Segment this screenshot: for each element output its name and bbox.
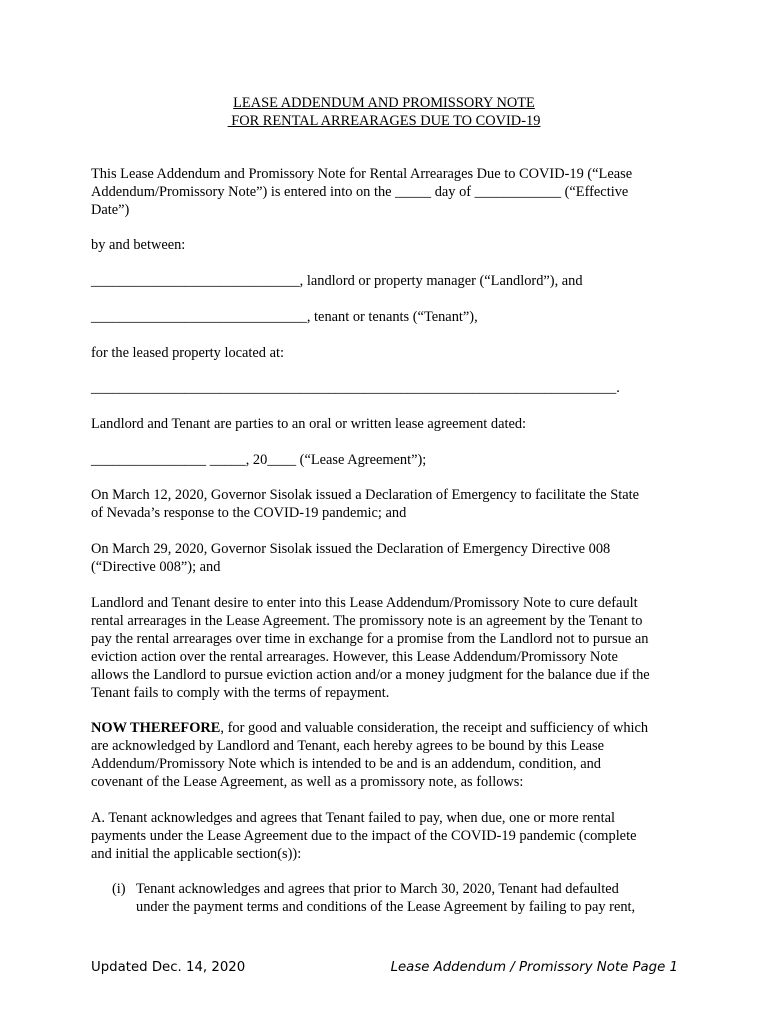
desire-paragraph-line-1: Landlord and Tenant desire to enter into this Lease Addendum/Promissory Note to cure default — [91, 595, 638, 611]
footer-updated-date: Updated Dec. 14, 2020 — [91, 960, 246, 975]
item-i-line-2: under the payment terms and conditions of the Lease Agreement by failing to pay rent, — [136, 899, 636, 915]
march29-line-1: On March 29, 2020, Governor Sisolak issued the Declaration of Emergency Directive 008 — [91, 541, 611, 557]
property-address-blank: _________________________________________________________________________. — [91, 380, 620, 396]
desire-paragraph-line-3: pay the rental arrearages over time in exchange for a promise from the Landlord not to pursue an — [91, 631, 649, 647]
lease-agreement-date-blank: ________________ _____, 20____ (“Lease Agreement”); — [91, 452, 427, 468]
document-title-line-2: FOR RENTAL ARREARAGES DUE TO COVID-19 — [227, 113, 541, 129]
lease-agreement-parties: Landlord and Tenant are parties to an oral or written lease agreement dated: — [91, 416, 527, 432]
footer-page-label: Lease Addendum / Promissory Note Page 1 — [390, 960, 678, 975]
landlord-line: _____________________________, landlord or property manager (“Landlord”), and — [91, 273, 583, 289]
section-a-line-3: and initial the applicable section(s)): — [91, 846, 302, 862]
desire-paragraph-line-4: eviction action over the rental arrearages. However, this Lease Addendum/Promissory Note — [91, 649, 618, 665]
by-and-between: by and between: — [91, 237, 186, 253]
march29-line-2: (“Directive 008”); and — [91, 559, 221, 575]
section-a-line-1: A. Tenant acknowledges and agrees that Tenant failed to pay, when due, one or more rental — [91, 810, 615, 826]
document-title-line-1: LEASE ADDENDUM AND PROMISSORY NOTE — [233, 95, 535, 111]
leased-property-label: for the leased property located at: — [91, 345, 284, 361]
now-therefore-line-4: covenant of the Lease Agreement, as well as a promissory note, as follows: — [91, 774, 524, 790]
now-therefore-line-1 — [91, 719, 648, 737]
intro-line-3: Date”) — [91, 202, 130, 218]
march12-line-1: On March 12, 2020, Governor Sisolak issued a Declaration of Emergency to facilitate the State — [91, 487, 640, 503]
desire-paragraph-line-6: Tenant fails to comply with the terms of repayment. — [91, 685, 390, 701]
tenant-line: ______________________________, tenant or tenants (“Tenant”), — [91, 309, 478, 325]
now-therefore-line-2: are acknowledged by Landlord and Tenant, each hereby agrees to be bound by this Lease — [91, 738, 604, 754]
desire-paragraph-line-2: rental arrearages in the Lease Agreement. The promissory note is an agreement by the Tenant to — [91, 613, 643, 629]
now-therefore-heading: NOW THEREFORE — [91, 720, 221, 736]
intro-line-2: Addendum/Promissory Note”) is entered into on the _____ day of ____________ (“Effective — [91, 184, 629, 200]
march12-line-2: of Nevada’s response to the COVID-19 pandemic; and — [91, 505, 407, 521]
section-a-line-2: payments under the Lease Agreement due to the impact of the COVID-19 pandemic (complete — [91, 828, 637, 844]
intro-line-1: This Lease Addendum and Promissory Note for Rental Arrearages Due to COVID-19 (“Lease — [91, 166, 633, 182]
now-therefore-text: , for good and valuable consideration, the receipt and sufficiency of which — [220, 720, 649, 736]
now-therefore-line-3: Addendum/Promissory Note which is intended to be and is an addendum, condition, and — [91, 756, 601, 772]
desire-paragraph-line-5: allows the Landlord to pursue eviction action and/or a money judgment for the balance due if the — [91, 667, 650, 683]
item-i-marker: (i) — [112, 881, 126, 897]
item-i-line-1: Tenant acknowledges and agrees that prior to March 30, 2020, Tenant had defaulted — [136, 881, 619, 897]
